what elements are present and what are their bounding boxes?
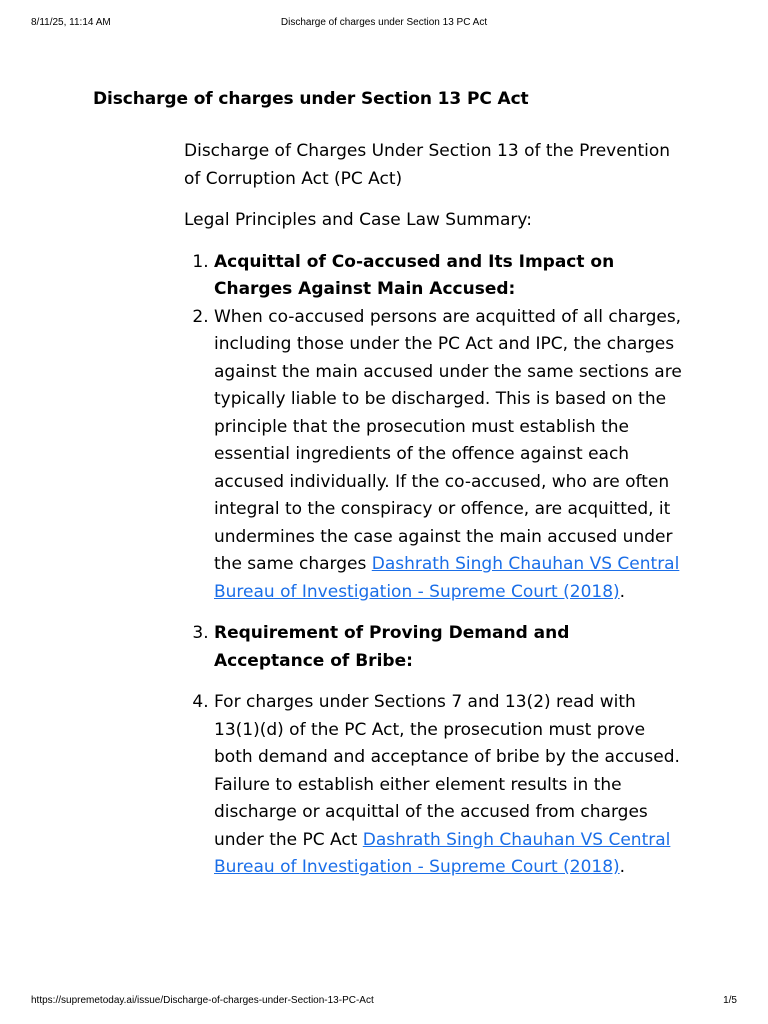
print-url: https://supremetoday.ai/issue/Discharge-of-charges-under-Section-13-PC-Act <box>31 995 374 1006</box>
document-title: Discharge of charges under Section 13 PC Act <box>93 89 529 109</box>
list-item-text: When co-accused persons are acquitted of all charges, including those under the PC Act and IPC, the charges against the main accused under the same sections are typically liable to be discharged. This is based on the principle that the prosecution must establish the essential ingredients of the offence against each accused individually. If the co-accused, who are often integral to the conspiracy or offence, are acquitted, it undermines the case against the main accused under the same charges <box>214 306 682 574</box>
list-item-heading: Acquittal of Co-accused and Its Impact on Charges Against Main Accused: <box>214 251 615 299</box>
list-item-heading: Requirement of Proving Demand and Acceptance of Bribe: <box>214 623 570 671</box>
list-item <box>214 620 684 675</box>
print-header <box>0 0 768 30</box>
list-item-text: For charges under Sections 7 and 13(2) read with 13(1)(d) of the PC Act, the prosecution must prove both demand and acceptance of bribe by the accused. Failure to establish either element results in the discharge or acquittal of the accused from charges under the PC Act <box>214 692 680 850</box>
intro-paragraph: Discharge of Charges Under Section 13 of the Prevention of Corruption Act (PC Act) <box>184 141 671 189</box>
list-item-tail: . <box>619 857 626 877</box>
document-body <box>184 138 684 882</box>
print-datetime: 8/11/25, 11:14 AM <box>31 17 111 28</box>
case-law-link[interactable]: Dashrath Singh Chauhan VS Central Bureau of Investigation - Supreme Court (2018) <box>214 829 671 877</box>
print-header-title: Discharge of charges under Section 13 PC Act <box>280 17 488 28</box>
list-item <box>214 689 684 882</box>
list-item <box>214 249 684 304</box>
page-number: 1/5 <box>723 995 737 1006</box>
print-footer <box>0 994 768 1024</box>
list-item-tail: . <box>619 581 626 602</box>
principles-list <box>184 249 684 882</box>
summary-label: Legal Principles and Case Law Summary: <box>184 210 532 230</box>
list-item <box>214 304 684 607</box>
case-law-link[interactable]: Dashrath Singh Chauhan VS Central Bureau of Investigation - Supreme Court (2018) <box>214 554 680 602</box>
